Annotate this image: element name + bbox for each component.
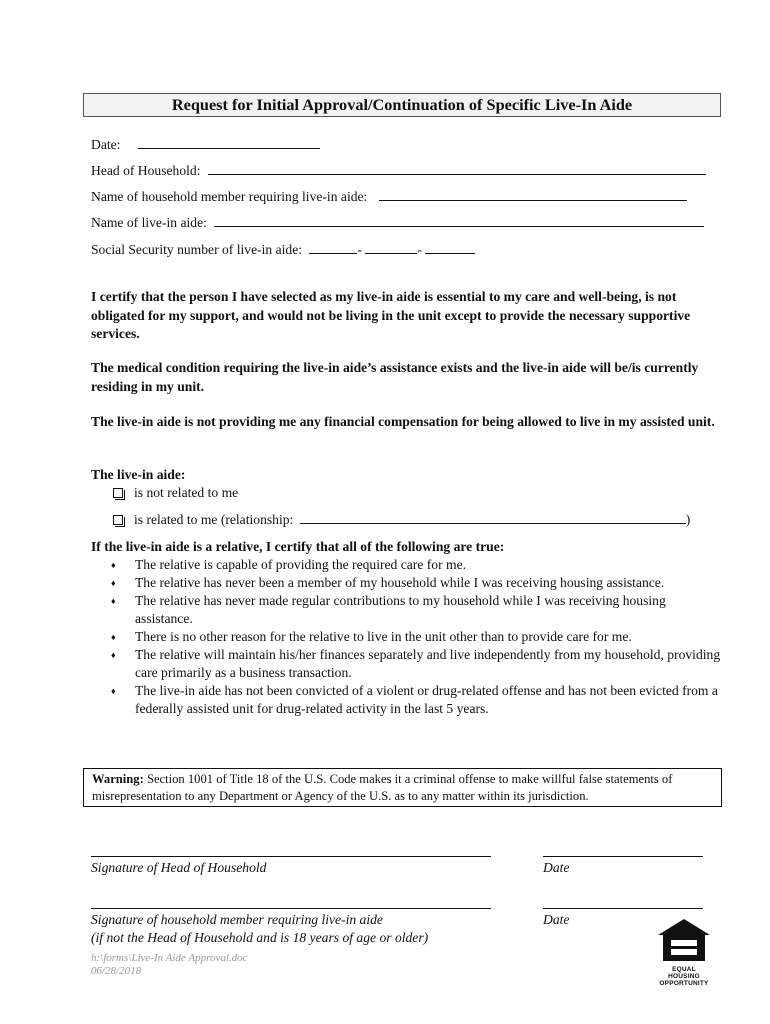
checkbox-not-related[interactable]	[113, 488, 123, 498]
signature-line-member[interactable]	[91, 908, 491, 909]
house-icon	[657, 918, 711, 962]
bullet-icon: ♦	[111, 632, 116, 642]
signature-head-label: Signature of Head of Household	[91, 860, 267, 875]
warning-label: Warning:	[92, 772, 144, 786]
relationship-input-line[interactable]	[300, 511, 686, 524]
date-field	[91, 136, 320, 154]
signature-line-head[interactable]	[91, 856, 491, 857]
list-item: ♦ The relative is capable of providing the required care for me.	[111, 557, 467, 572]
certification-no-compensation: The live-in aide is not providing me any financial compensation for being allowed to live in my assisted unit.	[91, 414, 715, 429]
footer-date: 06/28/2018	[91, 965, 142, 977]
ssn-label: Social Security number of live-in aide:	[91, 242, 303, 257]
certification-medical-condition: The medical condition requiring the live-in aide’s assistance exists and the live-in aide will be/is currently residing in my unit.	[91, 360, 699, 394]
bullet-icon: ♦	[111, 650, 116, 660]
bullet-icon: ♦	[111, 596, 116, 606]
date-line-head[interactable]	[543, 856, 703, 857]
list-item: ♦ The relative has never been a member of my household while I was receiving housing assistance.	[111, 575, 665, 590]
date-member-label: Date	[543, 912, 570, 927]
option-related-close: )	[685, 512, 691, 527]
ssn-part3-input-line[interactable]	[425, 241, 475, 254]
live-in-aide-name-field	[91, 214, 704, 232]
list-item: ♦ The relative has never made regular contributions to my household while I was receiving housing assistance.	[111, 593, 666, 626]
relative-conditions-list	[111, 556, 721, 718]
relative-conditions-heading: If the live-in aide is a relative, I certify that all of the following are true:	[91, 539, 505, 554]
signature-member-label: Signature of household member requiring live-in aide	[91, 912, 383, 927]
head-of-household-field	[91, 162, 706, 180]
ssn-part1-input-line[interactable]	[309, 241, 357, 254]
option-not-related[interactable]	[113, 484, 238, 502]
certification-essential-care: I certify that the person I have selected as my live-in aide is essential to my care and well-being, is not obligated for my support, and would not be living in the unit except to provide the necessary supportive services.	[91, 289, 691, 341]
live-in-aide-name-label: Name of live-in aide:	[91, 215, 207, 230]
ssn-separator: -	[357, 242, 362, 257]
member-requiring-aide-field	[91, 188, 687, 206]
member-requiring-aide-input-line[interactable]	[379, 188, 687, 201]
ssn-separator: -	[417, 242, 422, 257]
date-input-line[interactable]	[138, 136, 320, 149]
option-related-label: is related to me (relationship:	[134, 512, 294, 527]
head-of-household-label: Head of Household:	[91, 163, 201, 178]
list-item: ♦ The relative will maintain his/her finances separately and live independently from my household, providing care primarily as a business transaction.	[111, 647, 721, 680]
logo-line2: OPPORTUNITY	[659, 980, 709, 987]
checkbox-related[interactable]	[113, 515, 123, 525]
option-not-related-label: is not related to me	[134, 485, 239, 500]
live-in-aide-name-input-line[interactable]	[214, 214, 704, 227]
logo-line1: EQUAL HOUSING	[668, 966, 700, 980]
warning-text: Section 1001 of Title 18 of the U.S. Code makes it a criminal offense to make willful false statements of misrepresentation to any Department or Agency of the U.S. as to any matter within its jurisdiction.	[92, 772, 673, 803]
bullet-icon: ♦	[111, 560, 116, 570]
signature-member-note: (if not the Head of Household and is 18 years of age or older)	[91, 930, 429, 945]
list-item: ♦ The live-in aide has not been convicted of a violent or drug-related offense and has not been evicted from a federally assisted unit for drug-related activity in the last 5 years.	[111, 683, 718, 716]
warning-box	[83, 768, 722, 807]
date-head-label: Date	[543, 860, 570, 875]
bullet-icon: ♦	[111, 578, 116, 588]
aide-relationship-heading: The live-in aide:	[91, 467, 186, 482]
date-line-member[interactable]	[543, 908, 703, 909]
ssn-field	[91, 241, 475, 259]
form-title: Request for Initial Approval/Continuation of Specific Live-In Aide	[83, 93, 721, 117]
footer-file-path: h:\forms\Live-In Aide Approval.doc	[91, 952, 248, 964]
option-related[interactable]	[113, 511, 690, 529]
ssn-part2-input-line[interactable]	[365, 241, 417, 254]
list-item: ♦ There is no other reason for the relative to live in the unit other than to provide care for me.	[111, 629, 632, 644]
bullet-icon: ♦	[111, 686, 116, 696]
equal-housing-logo	[656, 918, 712, 987]
member-requiring-aide-label: Name of household member requiring live-in aide:	[91, 189, 368, 204]
date-label: Date:	[91, 137, 121, 152]
head-of-household-input-line[interactable]	[208, 162, 706, 175]
